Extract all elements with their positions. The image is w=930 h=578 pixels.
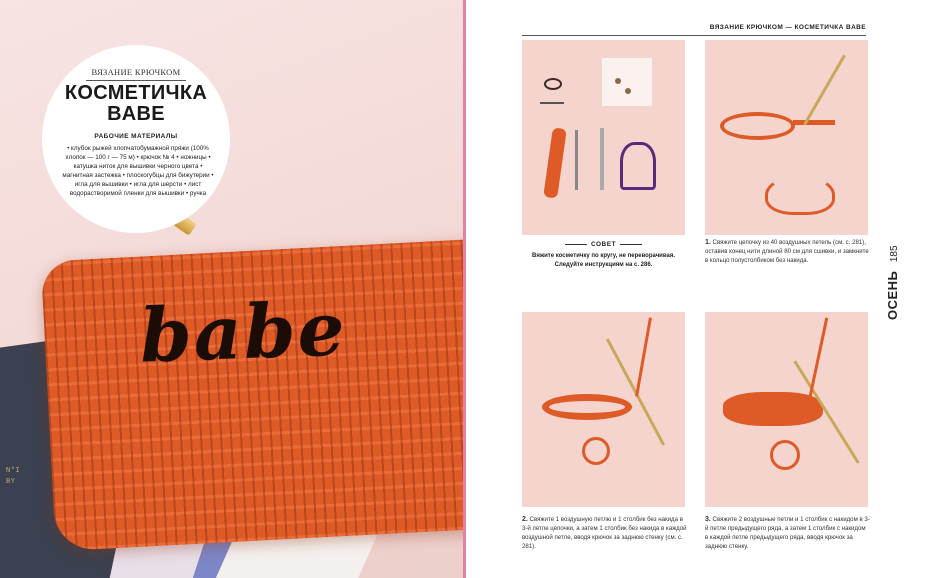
notebook-print: N°I BY [6,466,21,485]
crochet-hook-image [803,55,846,126]
yarn-tail-image [765,175,835,215]
pliers-image [620,142,656,190]
step-3-caption [705,515,870,551]
crochet-hook-image [575,130,578,190]
header-divider [522,35,866,36]
step3-photo [705,312,868,507]
step-number: 3. [705,516,711,523]
step-number: 2. [522,516,528,523]
step-2-caption [522,515,687,551]
page-number: 185 [889,245,900,263]
tip-heading: СОВЕТ [522,241,685,248]
needle-image [540,102,564,104]
materials-heading: РАБОЧИЕ МАТЕРИАЛЫ [94,133,178,140]
title-line-2: BABE [107,103,165,125]
chain-loop-image [720,112,795,140]
round1-ring-image [542,394,632,420]
yarn-skein-image [543,127,567,198]
step-text: Свяжите цепочку из 40 воздушных петель (см. с. 281), оставив конец нити длиной 80 см для сшивки, и замкните в кольцо полустолбиком без накида. [705,239,869,264]
step1-photo [705,40,868,235]
chain-image [793,120,835,125]
black-thread-image [544,78,562,90]
page-title [42,83,230,125]
yarn-tail-image [582,437,610,465]
materials-photo [522,40,685,235]
magnet-clasp-image [615,78,621,84]
running-header: ВЯЗАНИЕ КРЮЧКОМ — КОСМЕТИЧКА BABE [709,24,866,31]
kicker-divider [86,80,186,81]
section-kicker: ВЯЗАНИЕ КРЮЧКОМ [91,67,181,77]
step-text: Свяжите 2 воздушные петли и 1 столбик с накидом в 3-й петле предыдущего ряда, а затем 1 столбик с накидом в каждой петле предыдущего ряда, вводя крючок за заднюю стенку. [705,516,870,550]
section-tab [884,245,902,320]
title-line-1: КОСМЕТИЧКА [64,82,208,104]
step-text: Свяжите 1 воздушную петлю и 1 столбик без накида в 3-й петле цепочки, а затем 1 столбик без накида в каждой воздушной петле, вводя крючок за заднюю стенку (см. с. 281). [522,516,687,550]
yarn-tail-image [770,440,800,470]
crochet-hook-image [600,128,604,190]
yarn-strand-image [635,317,652,396]
embroidered-word: babe [138,286,348,380]
paper-card-image [602,58,652,106]
crochet-pouch-image [41,239,465,552]
materials-list: • клубок рыжей хлопчатобумажной пряжи (100% хлопок — 100 г — 75 м) • крючок № 4 • ножницы • катушка ниток для вышивки черного цвета • магнитная застежка • плоскогубцы для бижутерии • игла для вышивки • игла для шерсти • лист водорастворимой пленки для вышивки • ручка [62,145,214,197]
step2-photo [522,312,685,507]
title-circle [42,45,230,233]
round2-band-image [723,392,823,426]
tip-text: Вяжите косметичку по кругу, не переворачивая. Следуйте инструкциям на с. 286. [532,253,675,268]
step-1-caption [705,238,870,265]
magnet-clasp-image [625,88,631,94]
yarn-strand-image [809,318,829,397]
right-page [466,0,930,578]
season-label: ОСЕНЬ [885,270,900,320]
step-number: 1. [705,239,711,246]
